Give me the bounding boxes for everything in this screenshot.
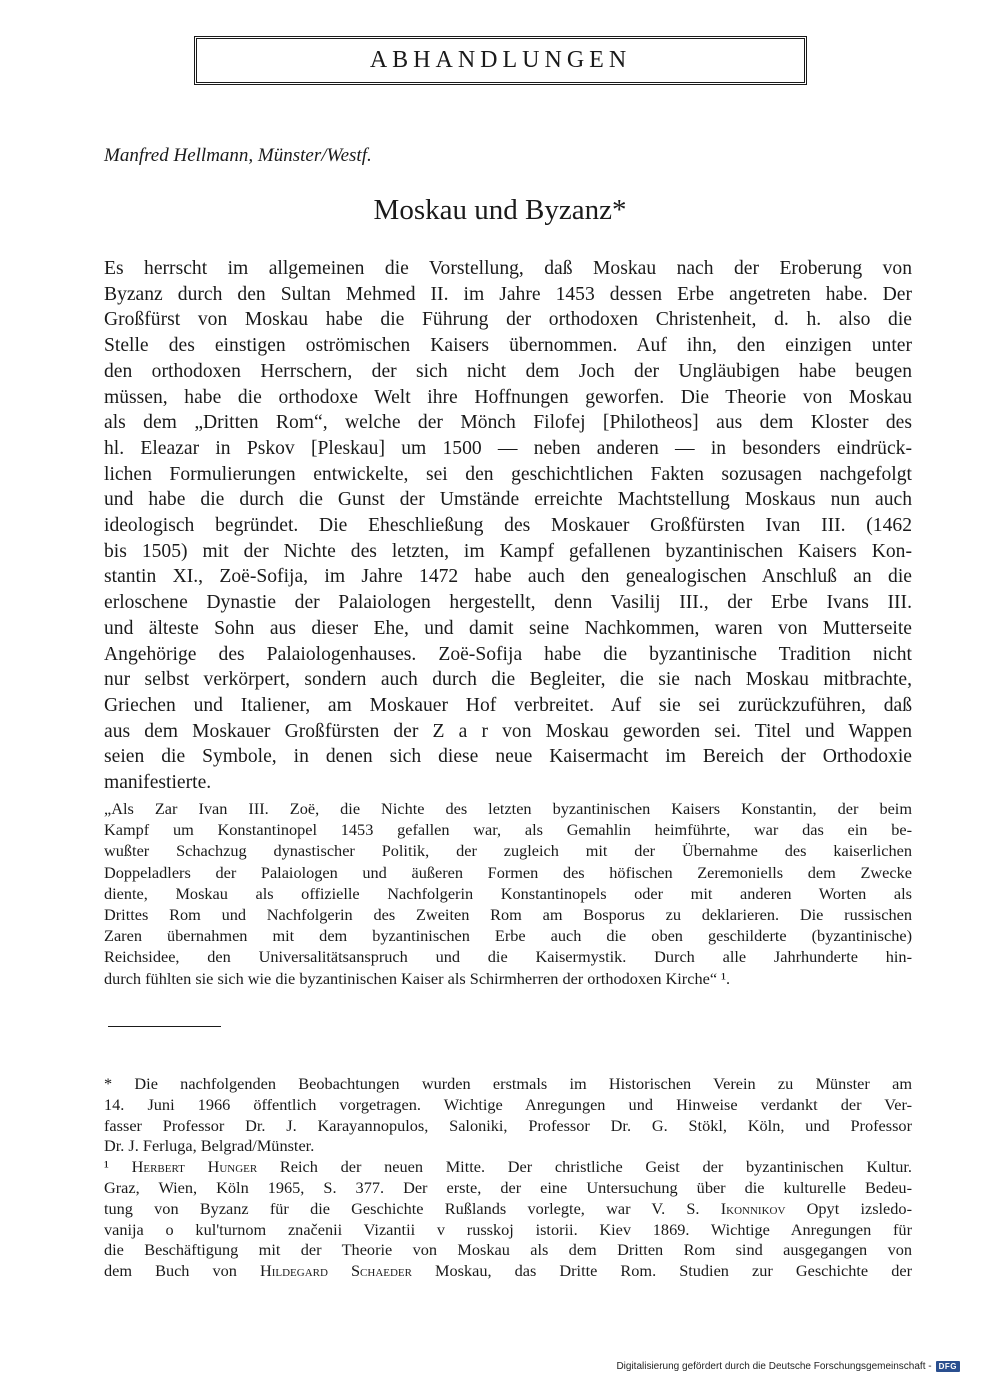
footnote-text: Moskau, das Dritte Rom. Studien zur Geschichte der (412, 1261, 912, 1281)
body-line: und habe die durch die Gunst der Umstände erreichte Machtstellung Moskaus nun auch (104, 489, 912, 511)
footnote-text: Opyt izsledo- (785, 1198, 912, 1218)
cited-author: Hildegard Schaeder (259, 1261, 412, 1281)
quote-line: Zaren übernahmen mit dem byzantinischen Erbe auch die oben geschilderte (byzantinische) (104, 926, 912, 946)
quote-line: „Als Zar Ivan III. Zoë, die Nichte des letzten byzantinischen Kaisers Konstantin, der beim (104, 799, 912, 818)
body-line: Angehörige des Palaiologenhauses. Zoë-Sofija habe die byzantinische Tradition nicht (104, 643, 912, 665)
quote-line: Kampf um Konstantinopel 1453 gefallen war, als Gemahlin heimführte, war das ein be- (104, 820, 912, 840)
quote-line: Reichsidee, den Universalitätsanspruch und die Kaisermystik. Durch alle Jahrhunderte hin- (104, 947, 912, 967)
footnote-text: Reich der neuen Mitte. Der christliche Geist der byzantinischen Kultur. (257, 1157, 912, 1177)
body-line: manifestierte. (104, 772, 212, 794)
footnote-one-line: Graz, Wien, Köln 1965, S. 377. Der erste, der eine Untersuchung über die kulturelle Bedeu- (104, 1177, 912, 1197)
body-line: seien die Symbole, in denen sich diese neue Kaisermacht im Bereich der Orthodoxie (104, 746, 912, 768)
body-line: müssen, habe die orthodoxe Welt ihre Hoffnungen geworfen. Die Theorie von Moskau (104, 386, 912, 408)
body-line: Großfürst von Moskau habe die Führung der orthodoxen Christenheit, d. h. also die (104, 309, 912, 331)
footnote-divider (108, 1026, 221, 1027)
body-line: erloschene Dynastie der Palaiologen hergestellt, denn Vasilij III., der Erbe Ivans III. (104, 592, 912, 614)
footnote-star-line: fasser Professor Dr. J. Karayannopulos, Saloniki, Professor Dr. G. Stökl, Köln, und Professor (104, 1115, 912, 1135)
footnote-one-line (104, 1157, 912, 1178)
digitization-note: Digitalisierung gefördert durch die Deutsche Forschungsgemeinschaft - (616, 1361, 932, 1372)
body-paragraph (104, 256, 912, 796)
quote-line: Doppeladlers der Palaiologen und äußeren Formen des höfischen Zeremoniells dem Zwecke (104, 862, 912, 882)
digitization-credit (616, 1361, 960, 1372)
body-line: nur selbst verkörpert, sondern auch durch die Begleiter, die sie nach Moskau mitbrachte, (104, 669, 912, 691)
article-title: Moskau und Byzanz* (373, 194, 627, 226)
body-line: lichen Formulierungen entwickelte, sei den geschichtlichen Fakten sozusagen nachgefolgt (104, 463, 912, 485)
body-line: ideologisch begründet. Die Eheschließung des Moskauer Großfürsten Ivan III. (1462 (104, 515, 912, 537)
dfg-logo-icon: DFG (936, 1361, 960, 1372)
footnote-text: tung von Byzanz für die Geschichte Rußlands vorlegte, war V. S. (104, 1198, 721, 1218)
quote-line: wußter Schachzug dynastischer Politik, der zugleich mit der Übernahme des kaiserlichen (104, 841, 912, 861)
body-line: als dem „Dritten Rom“, welche der Mönch Filofej [Philotheos] aus dem Kloster des (104, 412, 912, 434)
body-line: aus dem Moskauer Großfürsten der Z a r von Moskau geworden sei. Titel und Wappen (104, 720, 912, 742)
section-heading: ABHANDLUNGEN (369, 47, 632, 73)
quote-line: durch fühlten sie sich wie die byzantinischen Kaiser als Schirmherren der orthodoxen Kirche“ ¹. (104, 968, 731, 988)
body-line: Griechen und Italiener, am Moskauer Hof verbreitet. Auf sie sei zurückzuführen, daß (104, 694, 912, 716)
body-line: Byzanz durch den Sultan Mehmed II. im Jahre 1453 dessen Erbe angetreten habe. Der (104, 283, 912, 305)
footnote-star-line: 14. Juni 1966 öffentlich vorgetragen. Wichtige Anregungen und Hinweise verdankt der Ver- (104, 1094, 912, 1114)
footnotes (104, 1074, 912, 1282)
author-line: Manfred Hellmann, Münster/Westf. (104, 145, 372, 166)
block-quote (104, 798, 912, 989)
footnote-star-line: * Die nachfolgenden Beobachtungen wurden erstmals im Historischen Verein zu Münster am (104, 1074, 912, 1093)
footnote-one-line (104, 1199, 912, 1220)
quote-line: diente, Moskau als offizielle Nachfolgerin Konstantinopels oder mit anderen Worten als (104, 883, 912, 903)
footnote-text: dem Buch von (104, 1261, 260, 1281)
footnote-one-line: die Beschäftigung mit der Theorie von Moskau als dem Dritten Rom sind ausgegangen von (104, 1240, 912, 1260)
body-line: Stelle des einstigen oströmischen Kaisers übernommen. Auf ihn, den einzigen unter (104, 335, 912, 357)
body-line: den orthodoxen Herrschern, der sich nicht dem Joch der Ungläubigen habe beugen (104, 360, 912, 382)
body-line: hl. Eleazar in Pskov [Pleskau] um 1500 — neben anderen — in besonders eindrück- (104, 437, 912, 459)
footnote-star-line: Dr. J. Ferluga, Belgrad/Münster. (104, 1136, 315, 1156)
footnote-one-line: vanija o kul'turnom značenii Vizantii v russkoj istorii. Kiev 1869. Wichtige Anregungen für (104, 1219, 912, 1239)
footnote-one-line (104, 1261, 912, 1282)
cited-author: Herbert Hunger (131, 1157, 258, 1177)
footnote-marker: ¹ (104, 1157, 132, 1177)
body-line: Es herrscht im allgemeinen die Vorstellung, daß Moskau nach der Eroberung von (104, 258, 912, 279)
body-line: und älteste Sohn aus dieser Ehe, und damit seine Nachkommen, waren von Mutterseite (104, 617, 912, 639)
section-heading-box (194, 36, 807, 85)
body-line: stantin XI., Zoë-Sofija, im Jahre 1472 habe auch den genealogischen Anschluß an die (104, 566, 912, 588)
cited-author: Ikonnikov (720, 1198, 786, 1218)
body-line: bis 1505) mit der Nichte des letzten, im Kampf gefallenen byzantinischen Kaisers Kon- (104, 540, 912, 562)
quote-line: Drittes Rom und Nachfolgerin des Zweiten Rom am Bosporus zu deklarieren. Die russischen (104, 905, 912, 925)
